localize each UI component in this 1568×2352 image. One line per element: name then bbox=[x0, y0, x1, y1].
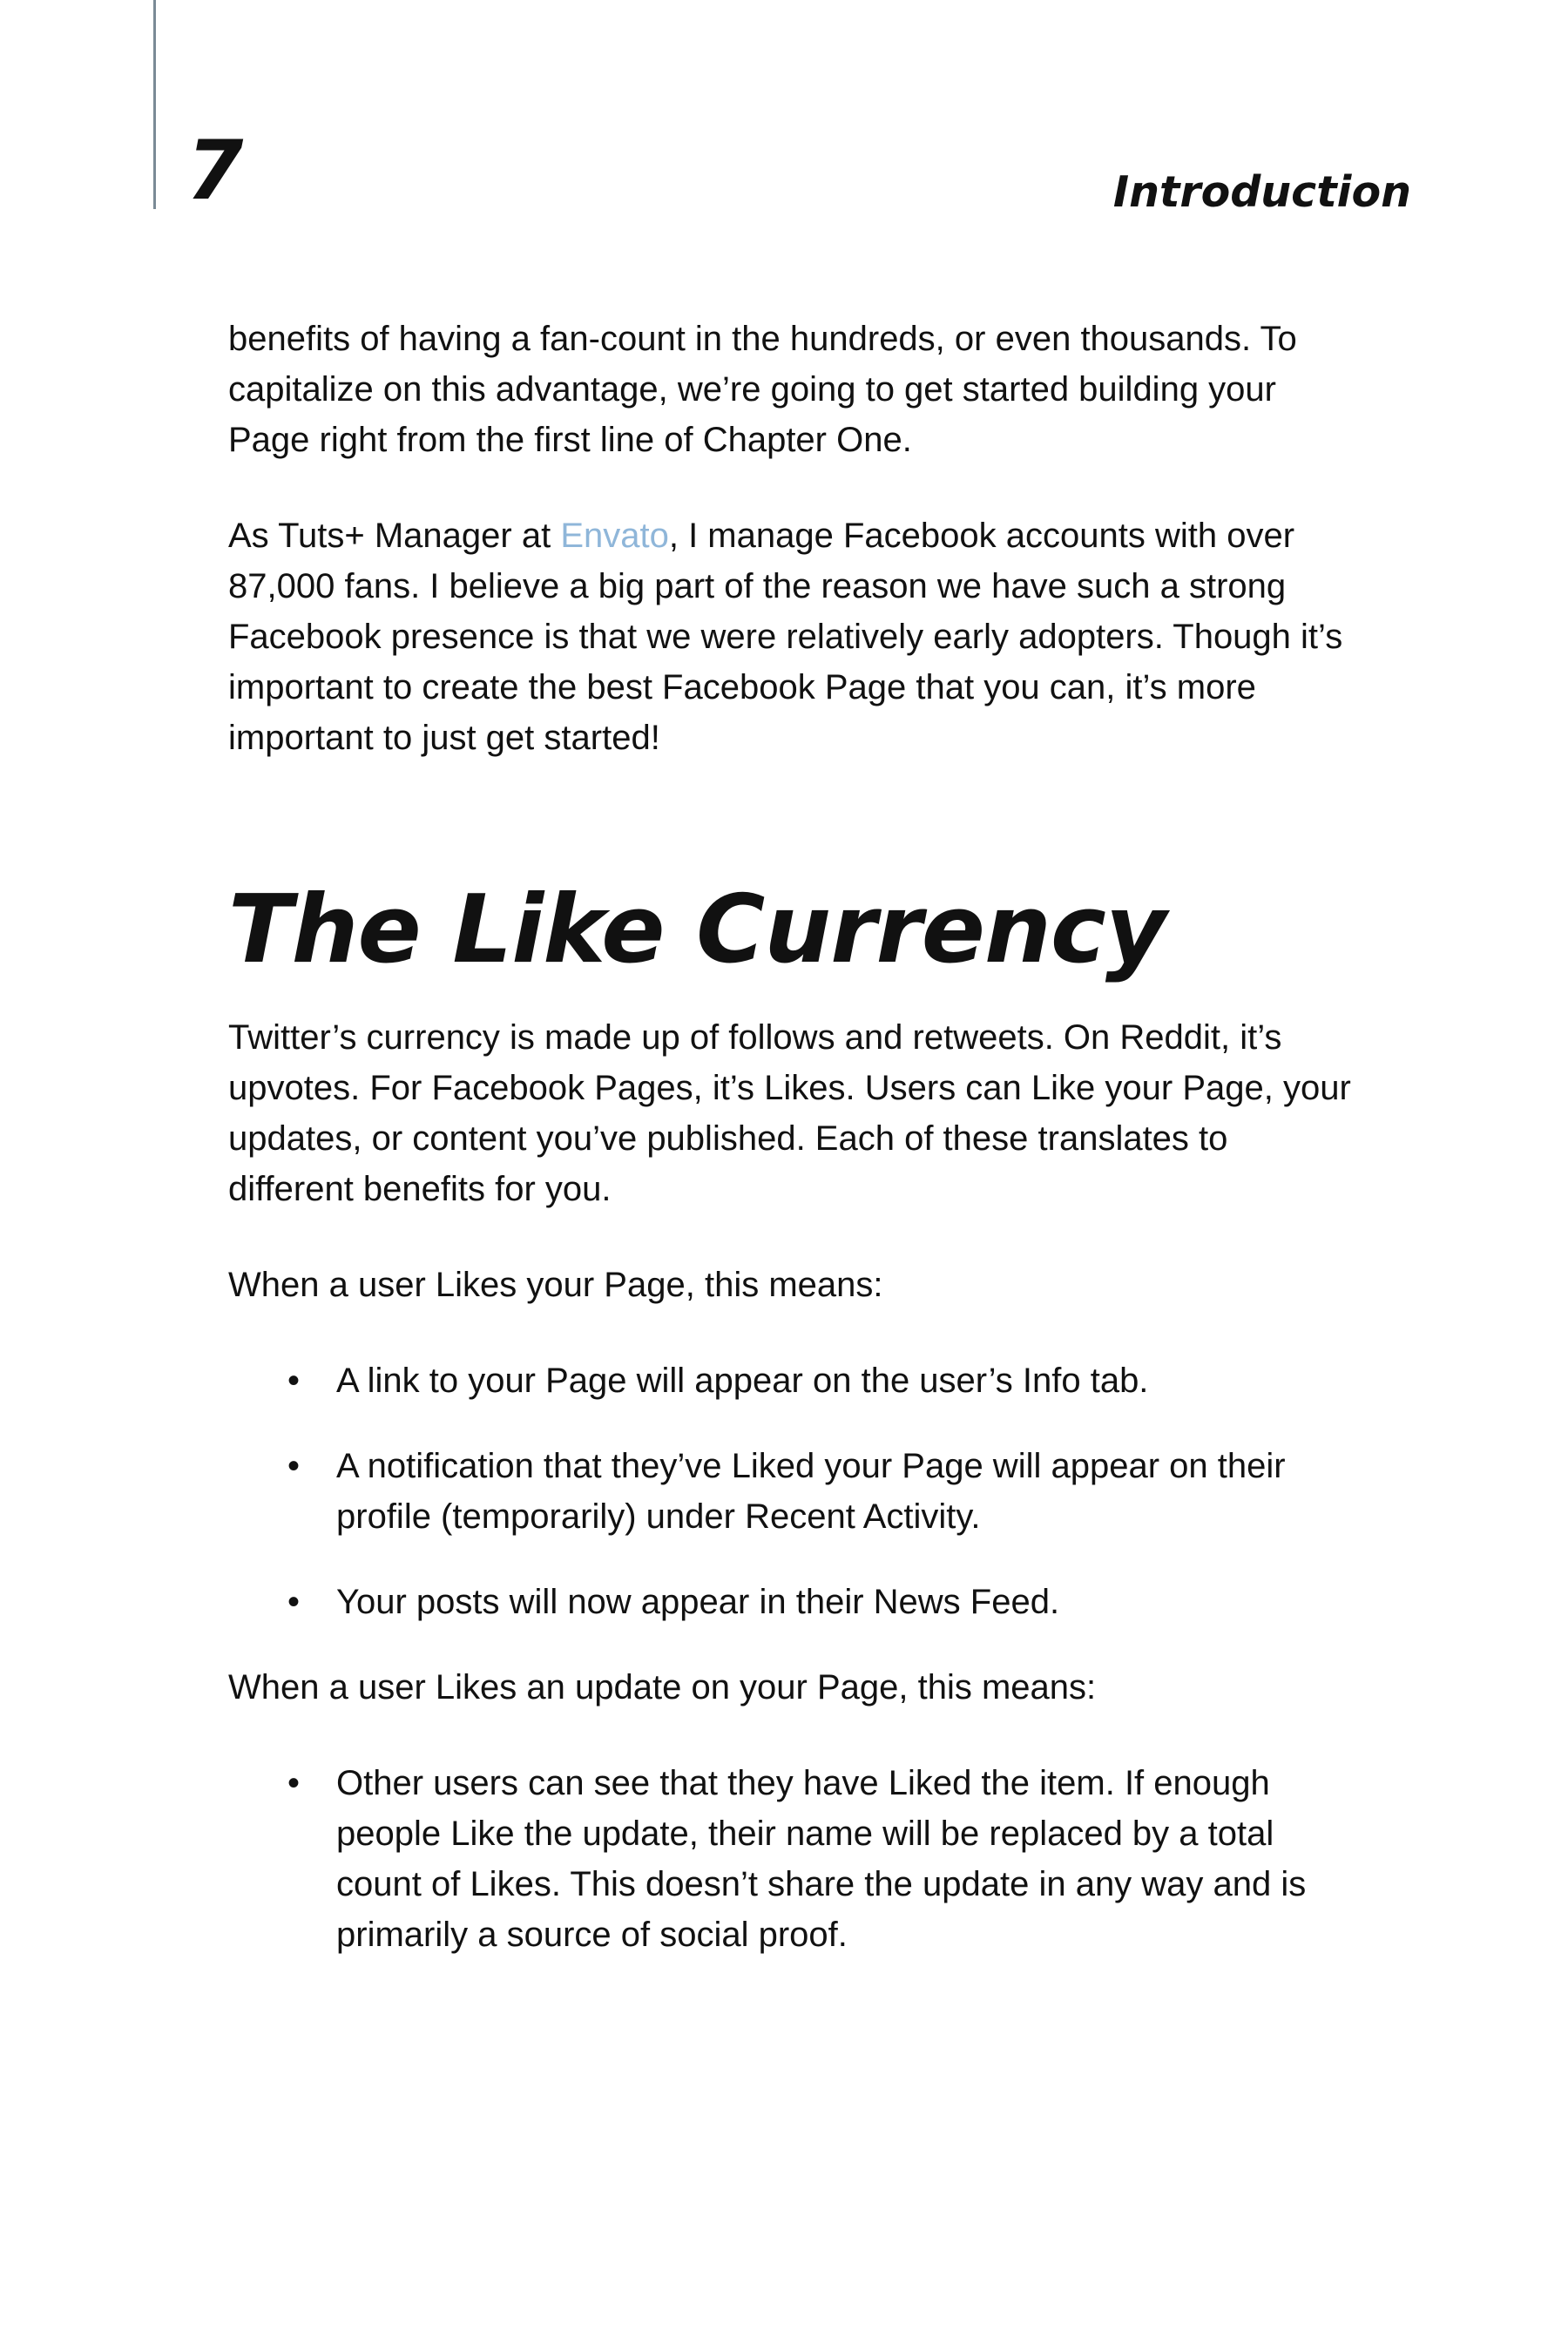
list-item-text: A notification that they’ve Liked your Page will appear on their profile (temporarily) under Recent Activity. bbox=[336, 1447, 1286, 1537]
intro-paragraph-2-start: As Tuts+ Manager at bbox=[228, 517, 561, 555]
list-item bbox=[287, 1758, 1361, 1960]
list-item bbox=[287, 1441, 1361, 1542]
update-like-list bbox=[228, 1758, 1361, 1960]
list-item-text: A link to your Page will appear on the user’s Info tab. bbox=[336, 1362, 1149, 1401]
margin-rule bbox=[153, 0, 156, 209]
bullet-icon: • bbox=[287, 1362, 301, 1401]
page-like-list bbox=[228, 1355, 1361, 1627]
update-like-lead: When a user Likes an update on your Page, this means: bbox=[228, 1668, 1097, 1707]
list-item-text: Your posts will now appear in their News Feed. bbox=[336, 1583, 1060, 1622]
section-heading: The Like Currency bbox=[228, 875, 1166, 984]
page-like-lead: When a user Likes your Page, this means: bbox=[228, 1266, 883, 1305]
envato-link[interactable]: Envato bbox=[560, 517, 669, 555]
list-item bbox=[287, 1355, 1361, 1406]
bullet-icon: • bbox=[287, 1764, 301, 1803]
section-paragraph-1: Twitter’s currency is made up of follows and retweets. On Reddit, it’s upvotes. For Facebook Pages, it’s Likes. Users can Like your Page, your updates, or content you’ve published. Each of these translates to different benefits for you. bbox=[228, 1018, 1351, 1209]
running-head: Introduction bbox=[1112, 167, 1411, 217]
list-item-text: Other users can see that they have Liked the item. If enough people Like the update, their name will be replaced by a total count of Likes. This doesn’t share the update in any way and is primarily a source of social proof. bbox=[336, 1764, 1307, 1955]
list-item bbox=[287, 1577, 1361, 1627]
bullet-icon: • bbox=[287, 1583, 301, 1622]
page-number: 7 bbox=[186, 124, 244, 219]
intro-paragraph-2 bbox=[228, 510, 1361, 763]
bullet-icon: • bbox=[287, 1447, 301, 1486]
intro-paragraph-1: benefits of having a fan-count in the hundreds, or even thousands. To capitalize on this advantage, we’re going to get started building your Page right from the first line of Chapter One. bbox=[228, 320, 1297, 459]
page-body bbox=[228, 314, 1361, 1995]
intro-paragraph-2-end: , I manage Facebook accounts with over 87,000 fans. I believe a big part of the reason we have such a strong Facebook presence is that we were relatively early adopters. Though it’s important to create the best Facebook Page that you can, it’s more important to just get started! bbox=[228, 517, 1343, 757]
